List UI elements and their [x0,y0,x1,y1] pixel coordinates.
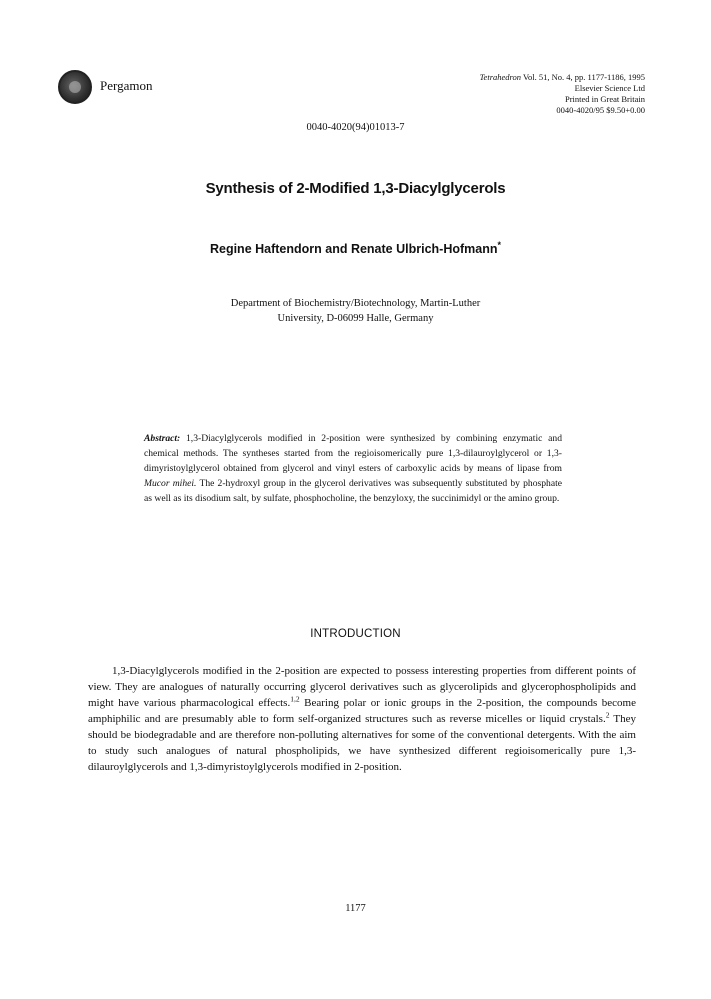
affiliation [0,296,711,326]
author-names: Regine Haftendorn and Renate Ulbrich-Hofmann [209,242,498,257]
abstract [144,431,562,506]
intro-text-2: Bearing polar or ionic groups in the 2-position, the compounds become amphiphilic and are presumably able to form self-organized structures such as reverse micelles or liquid crystals. [88,697,636,725]
abstract-text-part-2: The 2-hydroxyl group in the glycerol derivatives was subsequently substituted by phosphate as well as its disodium salt, by sulfate, phosphocholine, the benzyloxy, the succinimidyl or the amino group. [144,478,562,504]
article-authors [0,240,711,256]
intro-text-1: 1,3-Diacylglycerols modified in the 2-position are expected to possess interesting properties from different points of view. They are analogues of naturally occurring glycerol derivatives such as glycerolipids and glycerophospholipids and might have various pharmacological effects. [88,665,636,709]
journal-citation: Vol. 51, No. 4, pp. 1177-1186, 1995 [523,72,645,82]
publisher-name: Pergamon [100,78,153,93]
abstract-label: Abstract: [144,433,181,444]
affiliation-line-1: Department of Biochemistry/Biotechnology, Martin-Luther [230,298,481,309]
article-title: Synthesis of 2-Modified 1,3-Diacylglycerols [205,180,506,197]
issn-price-line: 0040-4020/95 $9.50+0.00 [556,105,645,115]
pergamon-logo-icon [58,70,92,104]
printed-line: Printed in Great Britain [564,94,645,104]
page-number: 1177 [345,903,366,914]
citation-ref-2: 2 [605,710,610,720]
corresponding-author-mark: * [497,240,502,250]
section-heading-introduction: INTRODUCTION [310,628,401,640]
journal-info [480,72,645,116]
abstract-text-part-1: 1,3-Diacylglycerols modified in 2-position were synthesized by combining enzymatic and chemical methods. The syntheses started from the regioisomerically pure 1,3-dilauroylglycerol or 1,3-dimyristoylglycerol obtained from glycerol and vinyl esters of carboxylic acids by means of lipase from [144,433,562,474]
affiliation-line-2: University, D-06099 Halle, Germany [277,313,434,324]
publisher-line: Elsevier Science Ltd [574,83,645,93]
article-doi: 0040-4020(94)01013-7 [306,122,405,133]
journal-citation-line [480,72,645,83]
introduction-paragraph [88,663,636,775]
introduction-body [88,663,636,775]
intro-text-3: They should be biodegradable and are therefore non-polluting alternatives for some of the conventional detergents. With the aim to study such analogues of natural phospholipids, we have synthesized different regioisomerically pure 1,3-dilauroylglycerols and 1,3-dimyristoylglycerols modified in 2-position. [88,713,636,773]
citation-ref-1: 1,2 [290,694,300,704]
abstract-species-name: Mucor mihei. [144,478,197,489]
journal-name: Tetrahedron [479,72,522,82]
